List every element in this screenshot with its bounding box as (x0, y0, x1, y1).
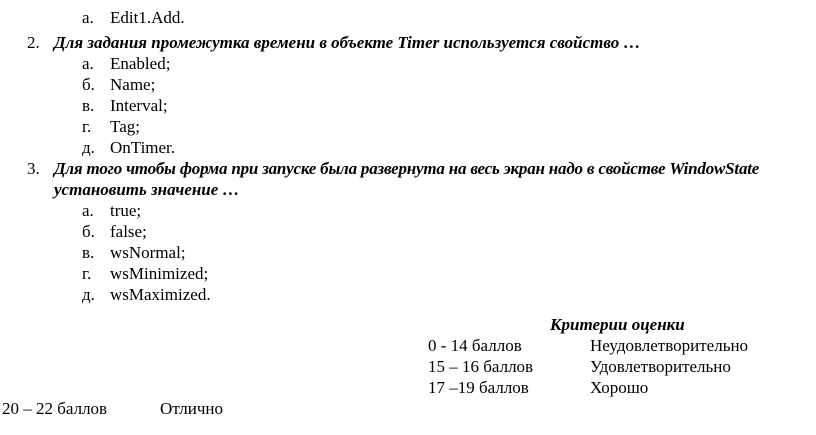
criteria-grade: Отлично (160, 399, 224, 418)
option-text: Edit1.Add. (110, 8, 185, 27)
option-letter: б. (82, 75, 95, 94)
option-text: Enabled; (110, 54, 171, 73)
option-letter: г. (82, 264, 92, 283)
criteria-range: 0 - 14 баллов (428, 336, 522, 355)
criteria-grade: Неудовлетворительно (590, 336, 749, 355)
criteria-grade: Удовлетворительно (590, 357, 731, 376)
option-text: OnTimer. (110, 138, 176, 157)
question-number: 2. (27, 33, 40, 52)
option-letter: в. (82, 96, 95, 115)
option-letter: а. (82, 201, 94, 220)
option-text: Name; (110, 75, 156, 94)
criteria-range: 17 –19 баллов (428, 378, 529, 397)
option-text: wsMinimized; (110, 264, 209, 283)
option-letter: в. (82, 243, 95, 262)
option-letter: а. (82, 8, 94, 27)
question-text: Для того чтобы форма при запуске была развернута на весь экран надо в свойстве WindowState (54, 159, 760, 178)
criteria-range: 20 – 22 баллов (2, 399, 108, 418)
criteria-title: Критерии оценки (550, 315, 685, 334)
question-text-continued: установить значение … (54, 180, 240, 199)
criteria-grade: Хорошо (590, 378, 649, 397)
option-text: false; (110, 222, 147, 241)
question-number: 3. (27, 159, 40, 178)
option-text: wsNormal; (110, 243, 186, 262)
option-text: true; (110, 201, 142, 220)
option-text: wsMaximized. (110, 285, 211, 304)
option-text: Tag; (110, 117, 140, 136)
option-letter: д. (82, 138, 95, 157)
option-text: Interval; (110, 96, 168, 115)
option-letter: г. (82, 117, 92, 136)
option-letter: а. (82, 54, 94, 73)
criteria-range: 15 – 16 баллов (428, 357, 534, 376)
option-letter: д. (82, 285, 95, 304)
question-text: Для задания промежутка времени в объекте Timer используется свойство … (54, 33, 641, 52)
option-letter: б. (82, 222, 95, 241)
